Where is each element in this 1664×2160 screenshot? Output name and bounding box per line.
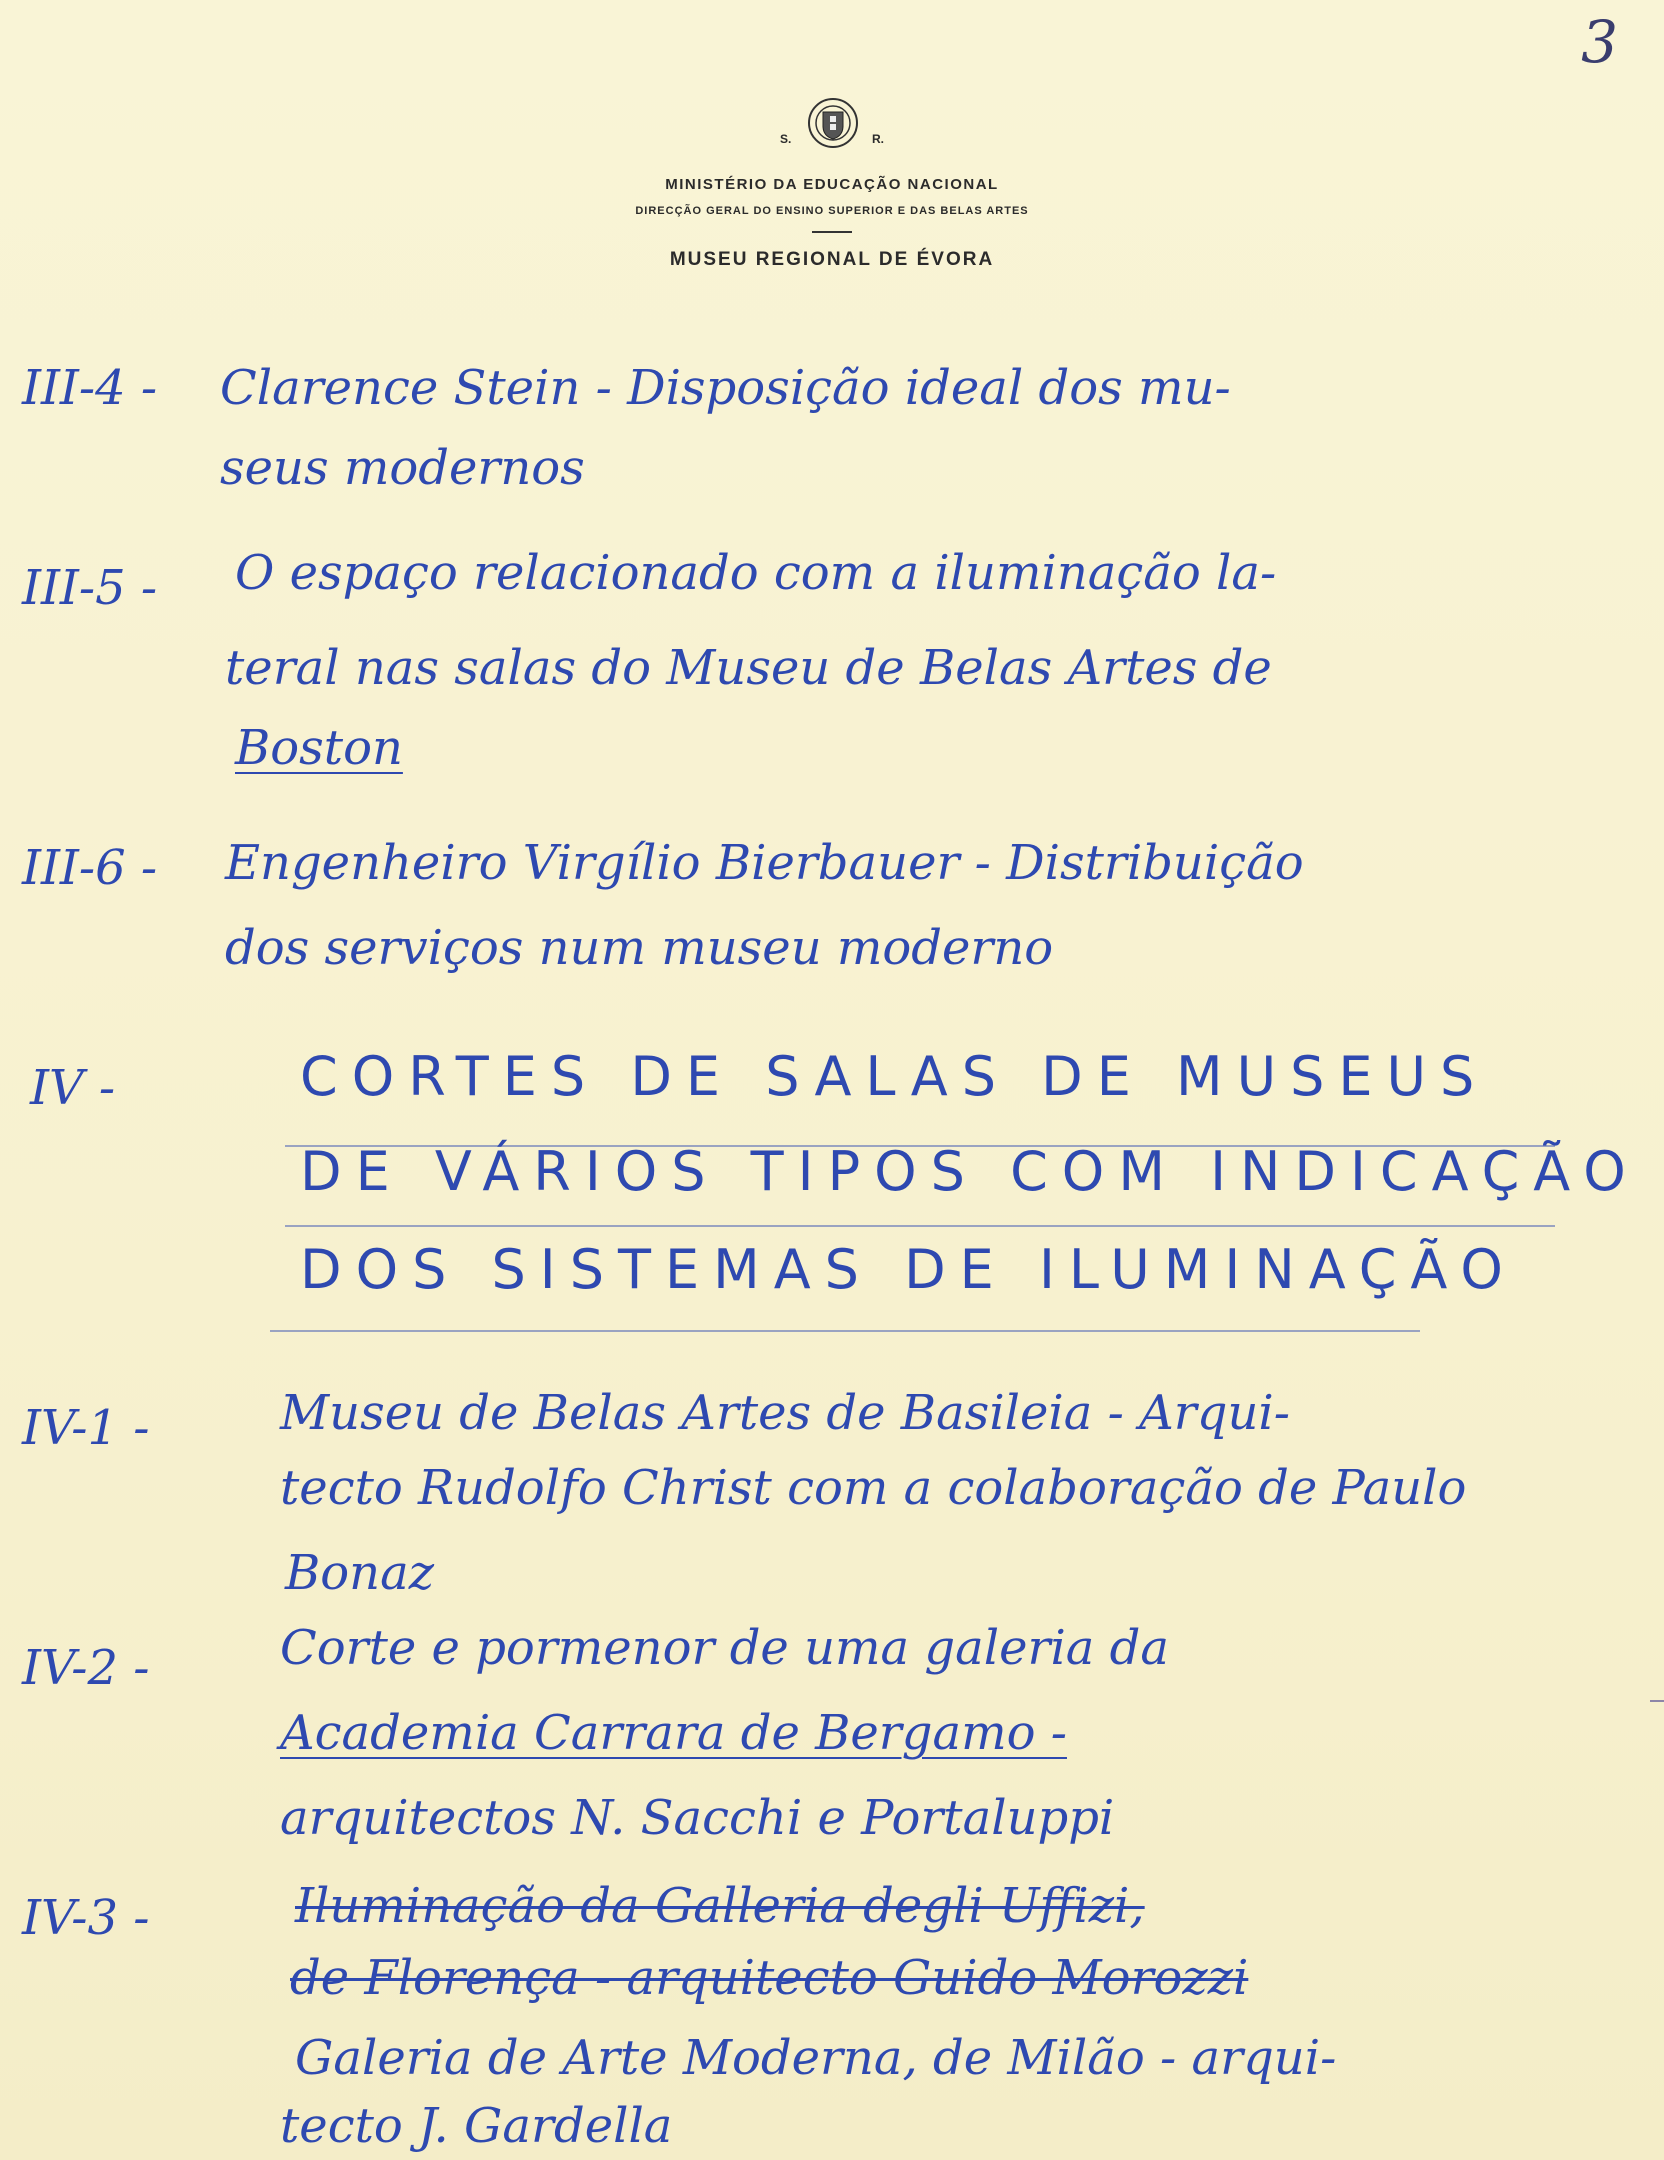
entry-code: III-4 - xyxy=(22,360,158,416)
ministry-name: MINISTÉRIO DA EDUCAÇÃO NACIONAL xyxy=(665,176,999,193)
entry-line: dos serviços num museu moderno xyxy=(225,920,1054,976)
entry-line: Engenheiro Virgílio Bierbauer - Distribuição xyxy=(225,835,1304,891)
entry-line: teral nas salas do Museu de Belas Artes de xyxy=(225,640,1272,696)
entry-line: Academia Carrara de Bergamo - xyxy=(280,1705,1067,1761)
section-heading-line: DE VÁRIOS TIPOS COM INDICAÇÃO xyxy=(300,1140,1640,1203)
entry-code: IV-3 - xyxy=(22,1890,150,1946)
entry-line: Bonaz xyxy=(285,1545,434,1601)
entry-line: tecto Rudolfo Christ com a colaboração de Paulo xyxy=(280,1460,1467,1516)
entry-code: IV-2 - xyxy=(22,1640,150,1696)
entry-line: O espaço relacionado com a iluminação la- xyxy=(235,545,1277,601)
entry-line: Boston xyxy=(235,720,403,776)
margin-mark xyxy=(1650,1700,1664,1702)
emblem-left-letter: S. xyxy=(780,132,792,146)
entry-line: Corte e pormenor de uma galeria da xyxy=(280,1620,1170,1676)
section-heading-line: CORTES DE SALAS DE MUSEUS xyxy=(300,1045,1489,1108)
coat-of-arms-icon xyxy=(806,96,860,150)
museum-name: MUSEU REGIONAL DE ÉVORA xyxy=(669,249,995,270)
section-code: IV - xyxy=(30,1060,116,1116)
entry-line: Clarence Stein - Disposição ideal dos mu- xyxy=(220,360,1231,416)
letterhead xyxy=(0,96,1664,271)
entry-code: III-6 - xyxy=(22,840,158,896)
page-number: 3 xyxy=(1581,8,1618,76)
letterhead-divider xyxy=(812,231,852,233)
struck-line: de Florença - arquitecto Guido Morozzi xyxy=(290,1950,1249,2006)
heading-underline xyxy=(270,1330,1420,1332)
emblem-row xyxy=(0,96,1664,156)
entry-line: Galeria de Arte Moderna, de Milão - arqui- xyxy=(295,2030,1337,2086)
emblem-right-letter: R. xyxy=(872,132,884,146)
entry-code: III-5 - xyxy=(22,560,158,616)
heading-underline xyxy=(285,1225,1555,1227)
entry-line: seus modernos xyxy=(220,440,585,496)
entry-line: tecto J. Gardella xyxy=(280,2098,673,2154)
section-heading-line: DOS SISTEMAS DE ILUMINAÇÃO xyxy=(300,1238,1517,1301)
entry-code: IV-1 - xyxy=(22,1400,150,1456)
struck-line: Iluminação da Galleria degli Uffizi, xyxy=(295,1878,1145,1934)
direction-name: DIRECÇÃO GERAL DO ENSINO SUPERIOR E DAS BELAS ARTES xyxy=(635,205,1029,217)
entry-line: arquitectos N. Sacchi e Portaluppi xyxy=(280,1790,1115,1846)
entry-line: Museu de Belas Artes de Basileia - Arqui- xyxy=(280,1385,1290,1441)
